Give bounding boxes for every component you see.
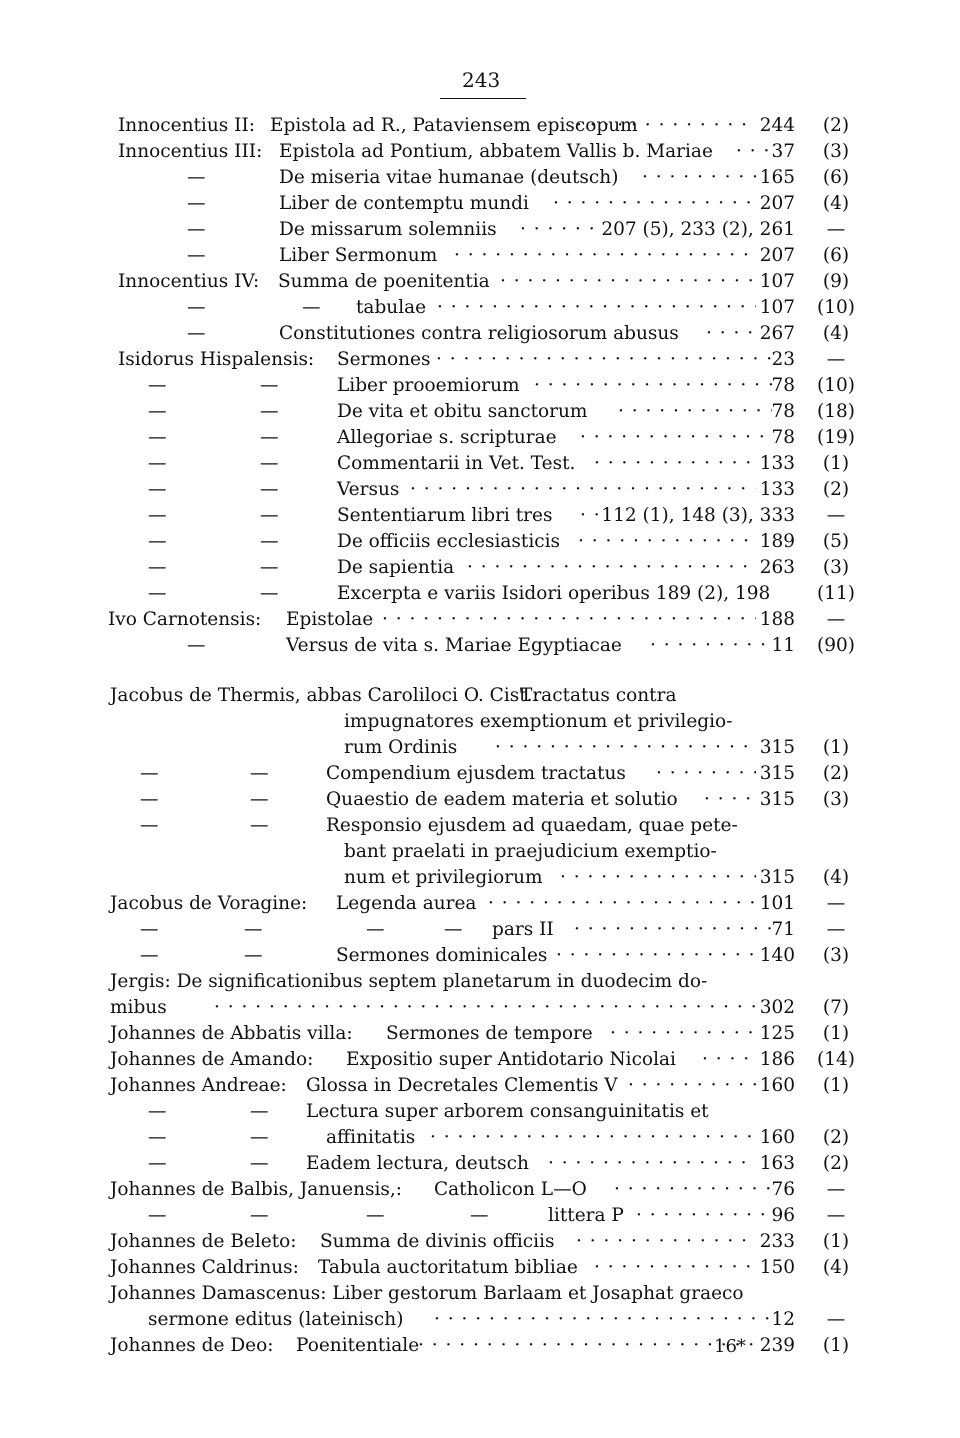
page-reference: 78 [771, 401, 795, 422]
item-number: (2) [822, 115, 850, 136]
page-reference: 165 [759, 167, 795, 188]
index-entry [0, 633, 960, 659]
entry-title: Compendium ejusdem tractatus [326, 763, 626, 784]
index-entry [0, 865, 960, 891]
index-entry [0, 191, 960, 217]
page-reference: 125 [759, 1023, 795, 1044]
index-entry [0, 839, 960, 865]
ditto-dash: — [187, 167, 206, 188]
dot-leader [580, 425, 772, 451]
entry-title: Summa de poenitentia [278, 271, 490, 292]
item-number: (6) [822, 167, 850, 188]
entry-author: Innocentius II: [118, 115, 255, 136]
ditto-dash: — [148, 1101, 167, 1122]
index-entry [0, 113, 960, 139]
dot-leader [594, 451, 756, 477]
page-reference: 101 [759, 893, 795, 914]
ditto-dash: — [148, 401, 167, 422]
ditto-dash: — [260, 583, 279, 604]
page-reference: 150 [759, 1257, 795, 1278]
ditto-dash: — [187, 245, 206, 266]
item-number: — [826, 505, 846, 526]
page-reference: 207 [759, 193, 795, 214]
item-number: (4) [822, 193, 850, 214]
page-reference: 302 [759, 997, 795, 1018]
entry-title: De officiis ecclesiasticis [337, 531, 561, 552]
ditto-dash: — [140, 815, 159, 836]
entry-author: sermone editus (lateinisch) [148, 1309, 404, 1330]
entry-author: Johannes de Beleto: [110, 1231, 297, 1252]
index-entry [0, 1203, 960, 1229]
entry-author: Johannes de Amando: [110, 1049, 314, 1070]
page-reference: 315 [759, 763, 795, 784]
ditto-dash: — [250, 789, 269, 810]
page-reference: 315 [759, 737, 795, 758]
entry-author: Johannes Andreae: [110, 1075, 287, 1096]
entry-author: num et privilegiorum [344, 867, 543, 888]
ditto-dash: — [250, 763, 269, 784]
dot-leader [534, 373, 772, 399]
index-entry [0, 995, 960, 1021]
entry-title: Glossa in Decretales Clementis V [306, 1075, 618, 1096]
ditto-dash: — [250, 1101, 269, 1122]
item-number: — [826, 893, 846, 914]
index-entry [0, 269, 960, 295]
ditto-dash: — [244, 919, 263, 940]
ditto-dash: — [250, 815, 269, 836]
page-reference: 186 [759, 1049, 795, 1070]
dot-leader [576, 1229, 756, 1255]
index-entry [0, 165, 960, 191]
dot-leader [434, 1307, 772, 1333]
ditto-dash: — [148, 453, 167, 474]
item-number: (10) [817, 297, 855, 318]
entry-title: Commentarii in Vet. Test. [337, 453, 576, 474]
item-number: (18) [817, 401, 855, 422]
entry-title: Excerpta e variis Isidori operibus 189 (2), 198 [337, 583, 771, 604]
dot-leader [495, 735, 756, 761]
index-entry [0, 1255, 960, 1281]
header-rule [440, 98, 526, 99]
index-entry [0, 373, 960, 399]
entry-title: Sermones de tempore [386, 1023, 593, 1044]
item-number: (1) [822, 737, 850, 758]
ditto-dash: — [250, 1127, 269, 1148]
dot-leader [614, 1177, 772, 1203]
page-reference: 140 [759, 945, 795, 966]
index-entry [0, 503, 960, 529]
dot-leader [702, 1047, 756, 1073]
ditto-dash: — [260, 557, 279, 578]
dot-leader [576, 113, 756, 139]
entry-title: Sermones dominicales [336, 945, 548, 966]
ditto-dash: — [260, 375, 279, 396]
entry-author: mibus [110, 997, 167, 1018]
ditto-dash: — [148, 1153, 167, 1174]
index-entry [0, 347, 960, 373]
dot-leader [436, 347, 772, 373]
ditto-dash: — [366, 919, 385, 940]
item-number: — [826, 1179, 846, 1200]
ditto-dash: — [148, 505, 167, 526]
dot-leader [556, 943, 756, 969]
index-entry [0, 1021, 960, 1047]
entry-author: Johannes de Deo: [110, 1335, 274, 1356]
entry-author: Jergis: De significationibus septem planetarum in duodecim do- [110, 971, 708, 992]
dot-leader [488, 891, 756, 917]
entry-author: Ivo Carnotensis: [108, 609, 262, 630]
item-number: (2) [822, 1127, 850, 1148]
item-number: (3) [822, 557, 850, 578]
index-entry [0, 943, 960, 969]
entry-title: Tractatus contra [520, 685, 677, 706]
dot-leader [437, 295, 756, 321]
entry-title: Allegoriae s. scripturae [337, 427, 557, 448]
ditto-dash: — [140, 789, 159, 810]
ditto-dash: — [148, 557, 167, 578]
ditto-dash: — [187, 323, 206, 344]
item-number: (4) [822, 323, 850, 344]
index-entry [0, 581, 960, 607]
item-number: — [826, 219, 846, 240]
item-number: — [826, 919, 846, 940]
page-reference: 233 [759, 1231, 795, 1252]
index-entry [0, 139, 960, 165]
signature-mark: 16* [714, 1336, 746, 1357]
entry-title: Epistola ad R., Pataviensem episcopum [270, 115, 638, 136]
item-number: — [826, 1205, 846, 1226]
ditto-dash: — [187, 219, 206, 240]
dot-leader [467, 555, 756, 581]
index-entry [0, 1099, 960, 1125]
index-entry [0, 425, 960, 451]
item-number: (10) [817, 375, 855, 396]
item-number: (4) [822, 867, 850, 888]
item-number: (14) [817, 1049, 855, 1070]
page-number: 243 [462, 68, 501, 92]
index-entry [0, 1281, 960, 1307]
dot-leader [410, 477, 756, 503]
index-entry [0, 813, 960, 839]
index-entry [0, 917, 960, 943]
ditto-dash: — [302, 297, 321, 318]
page-reference: 263 [759, 557, 795, 578]
index-entry [0, 451, 960, 477]
item-number: (7) [822, 997, 850, 1018]
item-number: (2) [822, 763, 850, 784]
ditto-dash: — [187, 635, 206, 656]
entry-author: rum Ordinis [344, 737, 458, 758]
index-entry [0, 1073, 960, 1099]
ditto-dash: — [250, 1153, 269, 1174]
entry-author: Johannes Damascenus: Liber gestorum Barlaam et Josaphat graeco [110, 1283, 744, 1304]
entry-title: Liber de contemptu mundi [279, 193, 529, 214]
entry-title: Epistola ad Pontium, abbatem Vallis b. Mariae [279, 141, 713, 162]
entry-title: Epistolae [286, 609, 374, 630]
dot-leader [642, 165, 756, 191]
dot-leader [628, 1073, 756, 1099]
dot-leader [704, 787, 756, 813]
dot-leader [382, 607, 756, 633]
entry-title: Catholicon L—O [434, 1179, 587, 1200]
ditto-dash: — [260, 479, 279, 500]
entry-author: bant praelati in praejudicium exemptio- [344, 841, 717, 862]
dot-leader [706, 321, 756, 347]
page-reference: 11 [771, 635, 795, 656]
index-entry [0, 735, 960, 761]
dot-leader [650, 633, 772, 659]
page-reference: 267 [759, 323, 795, 344]
page-reference: 133 [759, 453, 795, 474]
index-entry [0, 217, 960, 243]
page-reference: 107 [759, 271, 795, 292]
entry-title: Liber prooemiorum [337, 375, 520, 396]
page-reference: 78 [771, 375, 795, 396]
page-reference: 112 (1), 148 (3), 333 [601, 505, 795, 526]
index-entry [0, 1047, 960, 1073]
dot-leader [594, 1255, 756, 1281]
dot-leader [656, 761, 756, 787]
item-number: (1) [822, 1075, 850, 1096]
ditto-dash: — [148, 583, 167, 604]
index-entry [0, 243, 960, 269]
dot-leader [500, 269, 756, 295]
index-entry [0, 1229, 960, 1255]
ditto-dash: — [244, 945, 263, 966]
ditto-dash: — [140, 945, 159, 966]
dot-leader [548, 1151, 756, 1177]
dot-leader [430, 1125, 756, 1151]
ditto-dash: — [148, 375, 167, 396]
page-reference: 12 [771, 1309, 795, 1330]
entry-title: Expositio super Antidotario Nicolai [346, 1049, 676, 1070]
index-entry [0, 399, 960, 425]
ditto-dash: — [260, 505, 279, 526]
entry-title: Legenda aurea [336, 893, 477, 914]
page-reference: 244 [759, 115, 795, 136]
entry-title: Versus [337, 479, 400, 500]
ditto-dash: — [187, 297, 206, 318]
item-number: (5) [822, 531, 850, 552]
entry-author: Johannes Caldrinus: [110, 1257, 299, 1278]
entry-author: Johannes de Balbis, Januensis,: [110, 1179, 403, 1200]
index-entry [0, 761, 960, 787]
item-number: (2) [822, 479, 850, 500]
page-reference: 163 [759, 1153, 795, 1174]
dot-leader [636, 1203, 772, 1229]
dot-leader [580, 503, 600, 529]
entry-author: Isidorus Hispalensis: [118, 349, 315, 370]
dot-leader [454, 243, 756, 269]
ditto-dash: — [148, 531, 167, 552]
ditto-dash: — [470, 1205, 489, 1226]
entry-title: affinitatis [326, 1127, 416, 1148]
item-number: — [826, 609, 846, 630]
dot-leader [553, 191, 756, 217]
page-reference: 207 (5), 233 (2), 261 [601, 219, 795, 240]
item-number: (4) [822, 1257, 850, 1278]
ditto-dash: — [444, 919, 463, 940]
index-entry [0, 607, 960, 633]
index-entry [0, 683, 960, 709]
dot-leader [610, 1021, 756, 1047]
ditto-dash: — [260, 453, 279, 474]
dot-leader [578, 529, 756, 555]
page-reference: 37 [771, 141, 795, 162]
index-entry [0, 1177, 960, 1203]
item-number: — [826, 349, 846, 370]
page-reference: 76 [771, 1179, 795, 1200]
page-reference: 315 [759, 789, 795, 810]
dot-leader [520, 217, 600, 243]
entry-title: De miseria vitae humanae (deutsch) [279, 167, 619, 188]
page-reference: 78 [771, 427, 795, 448]
entry-title: Lectura super arborem consanguinitatis et [306, 1101, 709, 1122]
ditto-dash: — [148, 1205, 167, 1226]
item-number: (9) [822, 271, 850, 292]
entry-title: De sapientia [337, 557, 455, 578]
item-number: (1) [822, 1335, 850, 1356]
item-number: (2) [822, 1153, 850, 1174]
index-entry [0, 1307, 960, 1333]
index-entry [0, 969, 960, 995]
entry-title: Poenitentiale [296, 1335, 420, 1356]
ditto-dash: — [366, 1205, 385, 1226]
item-number: (90) [817, 635, 855, 656]
index-entry [0, 787, 960, 813]
index-entry [0, 891, 960, 917]
dot-leader [560, 865, 756, 891]
ditto-dash: — [148, 427, 167, 448]
entry-title: Summa de divinis officiis [320, 1231, 555, 1252]
entry-title: Eadem lectura, deutsch [306, 1153, 529, 1174]
dot-leader [574, 917, 772, 943]
page-reference: 189 [759, 531, 795, 552]
page-reference: 71 [771, 919, 795, 940]
index-entry [0, 1151, 960, 1177]
page-reference: 96 [771, 1205, 795, 1226]
page-reference: 107 [759, 297, 795, 318]
page-reference: 133 [759, 479, 795, 500]
item-number: (1) [822, 1231, 850, 1252]
item-number: (1) [822, 453, 850, 474]
dot-leader [618, 399, 772, 425]
ditto-dash: — [148, 479, 167, 500]
ditto-dash: — [140, 763, 159, 784]
index-entry [0, 709, 960, 735]
page-reference: 239 [759, 1335, 795, 1356]
page-reference: 207 [759, 245, 795, 266]
dot-leader [736, 139, 772, 165]
page-reference: 160 [759, 1075, 795, 1096]
page-reference: 315 [759, 867, 795, 888]
index-entry [0, 321, 960, 347]
entry-title: tabulae [356, 297, 427, 318]
index-entry [0, 1125, 960, 1151]
ditto-dash: — [250, 1205, 269, 1226]
entry-author: Innocentius III: [118, 141, 263, 162]
index-entry [0, 1333, 960, 1359]
entry-title: Sermones [337, 349, 431, 370]
item-number: (3) [822, 141, 850, 162]
item-number: (1) [822, 1023, 850, 1044]
entry-title: Constitutiones contra religiosorum abusus [279, 323, 679, 344]
entry-author: Johannes de Abbatis villa: [110, 1023, 353, 1044]
entry-title: Liber Sermonum [279, 245, 438, 266]
page-reference: 160 [759, 1127, 795, 1148]
dot-leader [214, 995, 756, 1021]
entry-title: Quaestio de eadem materia et solutio [326, 789, 678, 810]
ditto-dash: — [260, 427, 279, 448]
ditto-dash: — [260, 401, 279, 422]
index-entry [0, 295, 960, 321]
index-entry [0, 555, 960, 581]
page-reference: 188 [759, 609, 795, 630]
entry-title: Responsio ejusdem ad quaedam, quae pete- [326, 815, 738, 836]
item-number: (6) [822, 245, 850, 266]
index-entry [0, 477, 960, 503]
ditto-dash: — [140, 919, 159, 940]
page-reference: 23 [771, 349, 795, 370]
dot-leader [418, 1333, 756, 1359]
ditto-dash: — [260, 531, 279, 552]
entry-title: pars II [492, 919, 554, 940]
item-number: (19) [817, 427, 855, 448]
index-entry [0, 529, 960, 555]
entry-author: Jacobus de Thermis, abbas Caroliloci O. Cist.: [110, 685, 539, 706]
entry-author: Innocentius IV: [118, 271, 260, 292]
entry-title: Versus de vita s. Mariae Egyptiacae [286, 635, 622, 656]
entry-title: De vita et obitu sanctorum [337, 401, 588, 422]
entry-title: Tabula auctoritatum bibliae [318, 1257, 578, 1278]
item-number: (11) [817, 583, 855, 604]
ditto-dash: — [148, 1127, 167, 1148]
item-number: (3) [822, 945, 850, 966]
entry-author: impugnatores exemptionum et privilegio- [344, 711, 733, 732]
entry-title: Sententiarum libri tres [337, 505, 553, 526]
entry-title: littera P [548, 1205, 624, 1226]
entry-title: De missarum solemniis [279, 219, 497, 240]
item-number: (3) [822, 789, 850, 810]
entry-author: Jacobus de Voragine: [110, 893, 308, 914]
item-number: — [826, 1309, 846, 1330]
ditto-dash: — [187, 193, 206, 214]
